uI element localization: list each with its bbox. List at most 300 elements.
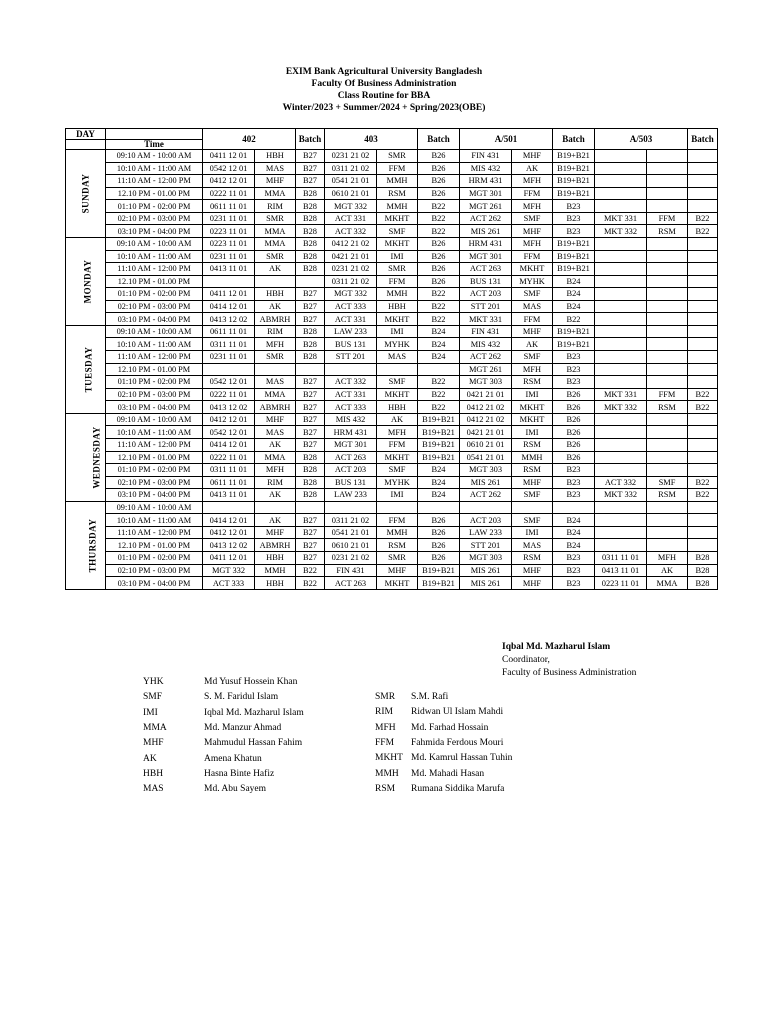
- routine-cell: HRM 431: [460, 237, 512, 250]
- routine-cell: MFH: [255, 464, 296, 477]
- routine-cell: BUS 131: [325, 476, 377, 489]
- routine-cell: MIS 261: [460, 577, 512, 590]
- routine-cell: MGT 332: [203, 564, 255, 577]
- routine-cell: [460, 501, 512, 514]
- routine-cell: 0542 12 01: [203, 426, 255, 439]
- time-slot: 10:10 AM - 11:00 AM: [106, 338, 203, 351]
- routine-cell: RSM: [647, 225, 688, 238]
- routine-cell: ACT 331: [325, 212, 377, 225]
- routine-cell: B24: [553, 539, 595, 552]
- table-row: [66, 237, 718, 250]
- routine-cell: MAS: [377, 351, 418, 364]
- table-row: [66, 313, 718, 326]
- table-row: [66, 363, 718, 376]
- routine-cell: B24: [553, 300, 595, 313]
- routine-cell: FFM: [377, 275, 418, 288]
- routine-cell: RIM: [255, 476, 296, 489]
- day-name: SUNDAY: [80, 173, 91, 214]
- routine-cell: [688, 501, 718, 514]
- routine-cell: MGT 301: [325, 438, 377, 451]
- routine-cell: B27: [296, 514, 325, 527]
- routine-cell: MFH: [647, 552, 688, 565]
- teacher-full-name: S.M. Rafi: [411, 692, 449, 702]
- faculty-name: Faculty Of Business Administration: [311, 79, 457, 89]
- routine-cell: [595, 526, 647, 539]
- routine-cell: MHF: [512, 325, 553, 338]
- routine-cell: B26: [553, 451, 595, 464]
- routine-cell: 0413 12 02: [203, 539, 255, 552]
- routine-cell: AK: [512, 338, 553, 351]
- routine-cell: B22: [418, 200, 460, 213]
- routine-cell: B22: [418, 288, 460, 301]
- routine-cell: 0311 21 02: [325, 162, 377, 175]
- table-row: [66, 514, 718, 527]
- routine-cell: MHF: [255, 526, 296, 539]
- batch-header: Batch: [296, 129, 325, 150]
- routine-cell: [688, 300, 718, 313]
- routine-cell: [688, 338, 718, 351]
- table-row: [66, 225, 718, 238]
- routine-cell: 0414 12 01: [203, 438, 255, 451]
- routine-cell: MKT 331: [595, 212, 647, 225]
- time-slot: 12.10 PM - 01.00 PM: [106, 451, 203, 464]
- routine-cell: B19+B21: [553, 150, 595, 163]
- routine-cell: MKHT: [512, 263, 553, 276]
- time-slot: 12.10 PM - 01.00 PM: [106, 275, 203, 288]
- routine-cell: MKT 332: [595, 225, 647, 238]
- routine-cell: B27: [296, 526, 325, 539]
- routine-cell: B28: [296, 338, 325, 351]
- table-row: [66, 200, 718, 213]
- routine-cell: B19+B21: [418, 577, 460, 590]
- routine-cell: B24: [553, 288, 595, 301]
- teacher-abbreviation: RSM: [375, 783, 396, 794]
- routine-cell: MGT 332: [325, 200, 377, 213]
- routine-cell: [296, 501, 325, 514]
- routine-cell: MFH: [255, 338, 296, 351]
- routine-cell: [595, 451, 647, 464]
- routine-cell: [377, 501, 418, 514]
- routine-cell: [647, 351, 688, 364]
- routine-cell: [296, 275, 325, 288]
- batch-header: Batch: [688, 129, 718, 150]
- routine-cell: MFH: [512, 237, 553, 250]
- routine-cell: MGT 303: [460, 376, 512, 389]
- routine-cell: B22: [688, 388, 718, 401]
- routine-cell: MMA: [647, 577, 688, 590]
- routine-cell: B26: [418, 275, 460, 288]
- routine-cell: [688, 426, 718, 439]
- routine-cell: RSM: [512, 376, 553, 389]
- time-slot: 12.10 PM - 01.00 PM: [106, 539, 203, 552]
- routine-cell: FFM: [647, 388, 688, 401]
- routine-cell: [203, 501, 255, 514]
- teacher-abbreviation: FFM: [375, 737, 395, 748]
- routine-cell: B26: [418, 526, 460, 539]
- table-row: [66, 150, 718, 163]
- class-routine-table: [65, 128, 718, 590]
- routine-cell: 0412 12 01: [203, 175, 255, 188]
- routine-cell: LAW 233: [325, 325, 377, 338]
- time-slot: 03:10 PM - 04:00 PM: [106, 313, 203, 326]
- routine-cell: [325, 501, 377, 514]
- routine-cell: B27: [296, 162, 325, 175]
- routine-cell: [595, 175, 647, 188]
- routine-cell: [647, 514, 688, 527]
- time-slot: 10:10 AM - 11:00 AM: [106, 426, 203, 439]
- time-slot: 12.10 PM - 01.00 PM: [106, 363, 203, 376]
- teacher-abbreviation: MHF: [143, 738, 164, 749]
- routine-cell: [688, 351, 718, 364]
- routine-cell: MKHT: [377, 212, 418, 225]
- routine-cell: IMI: [512, 388, 553, 401]
- teacher-abbreviation: AK: [143, 753, 157, 764]
- routine-cell: 0412 12 01: [203, 413, 255, 426]
- routine-cell: 0311 11 01: [203, 464, 255, 477]
- routine-cell: [595, 313, 647, 326]
- routine-cell: SMR: [255, 351, 296, 364]
- routine-cell: MFH: [512, 175, 553, 188]
- routine-cell: B28: [688, 577, 718, 590]
- routine-cell: B28: [296, 464, 325, 477]
- routine-cell: [688, 288, 718, 301]
- routine-cell: 0223 11 01: [595, 577, 647, 590]
- routine-cell: MHF: [255, 413, 296, 426]
- routine-cell: SMF: [512, 514, 553, 527]
- routine-cell: IMI: [377, 325, 418, 338]
- routine-cell: SMR: [255, 250, 296, 263]
- day-label: [66, 325, 106, 413]
- routine-cell: MIS 432: [460, 162, 512, 175]
- time-slot: 02:10 PM - 03:00 PM: [106, 564, 203, 577]
- routine-cell: [595, 501, 647, 514]
- routine-cell: ACT 203: [460, 288, 512, 301]
- table-row: [66, 577, 718, 590]
- room-header-402: 402: [203, 129, 296, 150]
- routine-cell: [647, 413, 688, 426]
- routine-cell: MKT 332: [595, 489, 647, 502]
- routine-cell: [688, 325, 718, 338]
- time-slot: 01:10 PM - 02:00 PM: [106, 288, 203, 301]
- routine-cell: [595, 187, 647, 200]
- table-row: [66, 351, 718, 364]
- routine-cell: B24: [418, 476, 460, 489]
- routine-cell: B26: [418, 187, 460, 200]
- routine-cell: 0311 11 01: [595, 552, 647, 565]
- routine-cell: B19+B21: [553, 325, 595, 338]
- routine-cell: B28: [296, 212, 325, 225]
- routine-cell: [647, 539, 688, 552]
- routine-cell: FFM: [512, 313, 553, 326]
- table-row: [66, 250, 718, 263]
- routine-cell: [595, 514, 647, 527]
- routine-cell: 0412 21 02: [460, 401, 512, 414]
- routine-cell: 0412 21 02: [460, 413, 512, 426]
- table-row: [66, 526, 718, 539]
- routine-cell: B24: [553, 526, 595, 539]
- day-name: WEDNESDAY: [91, 426, 102, 489]
- routine-cell: FFM: [512, 250, 553, 263]
- routine-cell: MAS: [255, 426, 296, 439]
- routine-cell: 0223 11 01: [203, 225, 255, 238]
- routine-cell: IMI: [377, 489, 418, 502]
- routine-cell: [325, 363, 377, 376]
- routine-cell: B19+B21: [553, 187, 595, 200]
- routine-cell: MGT 332: [325, 288, 377, 301]
- routine-cell: B19+B21: [418, 426, 460, 439]
- time-slot: 01:10 PM - 02:00 PM: [106, 200, 203, 213]
- routine-cell: B24: [418, 351, 460, 364]
- routine-cell: RSM: [647, 401, 688, 414]
- routine-cell: FFM: [377, 438, 418, 451]
- routine-cell: B19+B21: [553, 263, 595, 276]
- routine-cell: B23: [553, 552, 595, 565]
- routine-cell: 0231 11 01: [203, 250, 255, 263]
- table-row: [66, 451, 718, 464]
- routine-cell: 0542 12 01: [203, 376, 255, 389]
- routine-cell: B19+B21: [418, 413, 460, 426]
- routine-cell: [647, 250, 688, 263]
- routine-cell: ACT 333: [203, 577, 255, 590]
- day-label: [66, 413, 106, 501]
- routine-cell: SMF: [512, 212, 553, 225]
- routine-cell: MGT 261: [460, 363, 512, 376]
- routine-cell: 0231 21 02: [325, 150, 377, 163]
- routine-cell: 0311 11 01: [203, 338, 255, 351]
- routine-cell: [647, 501, 688, 514]
- routine-cell: B22: [418, 300, 460, 313]
- day-label: [66, 237, 106, 325]
- routine-cell: B27: [296, 288, 325, 301]
- routine-cell: SMR: [377, 552, 418, 565]
- routine-cell: 0231 11 01: [203, 351, 255, 364]
- routine-cell: MKHT: [512, 413, 553, 426]
- routine-cell: MHF: [512, 577, 553, 590]
- routine-cell: [688, 464, 718, 477]
- routine-cell: RSM: [377, 187, 418, 200]
- routine-cell: [595, 162, 647, 175]
- teacher-abbreviation: RIM: [375, 707, 393, 718]
- teacher-abbreviation: SMR: [375, 692, 396, 702]
- teacher-abbreviation: HBH: [143, 768, 164, 779]
- routine-cell: AK: [255, 489, 296, 502]
- routine-cell: MIS 432: [325, 413, 377, 426]
- routine-cell: [647, 451, 688, 464]
- routine-cell: AK: [377, 413, 418, 426]
- routine-cell: B26: [418, 552, 460, 565]
- routine-cell: 0413 11 01: [203, 489, 255, 502]
- routine-cell: B23: [553, 489, 595, 502]
- routine-cell: B26: [418, 514, 460, 527]
- routine-cell: FIN 431: [460, 325, 512, 338]
- routine-cell: MHF: [512, 225, 553, 238]
- routine-cell: B26: [553, 413, 595, 426]
- time-slot: 02:10 PM - 03:00 PM: [106, 388, 203, 401]
- routine-cell: ACT 263: [325, 451, 377, 464]
- routine-cell: 0311 21 02: [325, 275, 377, 288]
- routine-cell: MFH: [512, 200, 553, 213]
- routine-cell: FFM: [647, 212, 688, 225]
- routine-cell: B28: [296, 476, 325, 489]
- routine-cell: RSM: [377, 539, 418, 552]
- routine-cell: [647, 237, 688, 250]
- routine-cell: [647, 338, 688, 351]
- routine-cell: MMH: [255, 564, 296, 577]
- routine-cell: MMH: [377, 288, 418, 301]
- routine-title: Class Routine for BBA: [337, 91, 431, 101]
- university-name: EXIM Bank Agricultural University Bangladesh: [285, 67, 483, 77]
- routine-cell: 0413 11 01: [203, 263, 255, 276]
- routine-cell: B27: [296, 438, 325, 451]
- routine-cell: B23: [553, 200, 595, 213]
- routine-cell: AK: [647, 564, 688, 577]
- time-header: Time: [106, 140, 203, 150]
- room-header-403: 403: [325, 129, 418, 150]
- routine-cell: [595, 288, 647, 301]
- routine-cell: FIN 431: [460, 150, 512, 163]
- routine-cell: 0541 21 01: [460, 451, 512, 464]
- routine-cell: MAS: [255, 162, 296, 175]
- routine-cell: 0611 11 01: [203, 200, 255, 213]
- routine-cell: B28: [296, 200, 325, 213]
- routine-cell: B26: [418, 150, 460, 163]
- routine-cell: 0413 11 01: [595, 564, 647, 577]
- routine-cell: [595, 275, 647, 288]
- routine-cell: 0311 21 02: [325, 514, 377, 527]
- routine-cell: B23: [553, 376, 595, 389]
- table-row: [66, 376, 718, 389]
- routine-cell: B28: [296, 451, 325, 464]
- routine-cell: RSM: [512, 438, 553, 451]
- routine-cell: B28: [296, 325, 325, 338]
- teacher-full-name: Fahmida Ferdous Mouri: [411, 737, 504, 748]
- table-row: [66, 338, 718, 351]
- routine-cell: MHF: [512, 564, 553, 577]
- routine-cell: SMF: [512, 351, 553, 364]
- routine-cell: MKHT: [377, 577, 418, 590]
- routine-cell: B23: [553, 564, 595, 577]
- routine-cell: ACT 263: [460, 263, 512, 276]
- routine-cell: AK: [255, 300, 296, 313]
- routine-cell: B22: [296, 564, 325, 577]
- routine-cell: MHF: [255, 175, 296, 188]
- routine-cell: [688, 150, 718, 163]
- routine-cell: B27: [296, 413, 325, 426]
- routine-cell: RSM: [512, 552, 553, 565]
- routine-cell: MMA: [255, 225, 296, 238]
- routine-cell: HBH: [255, 288, 296, 301]
- day-header: DAY: [66, 129, 106, 140]
- routine-cell: B26: [418, 162, 460, 175]
- routine-cell: B26: [553, 426, 595, 439]
- table-row: [66, 564, 718, 577]
- routine-cell: ACT 331: [325, 388, 377, 401]
- table-row: [66, 552, 718, 565]
- table-row: [66, 325, 718, 338]
- routine-cell: [255, 275, 296, 288]
- routine-cell: [595, 200, 647, 213]
- routine-cell: [647, 438, 688, 451]
- coordinator-title: Coordinator,: [502, 655, 550, 665]
- routine-cell: SMF: [377, 225, 418, 238]
- routine-cell: B27: [296, 401, 325, 414]
- time-slot: 09:10 AM - 10:00 AM: [106, 237, 203, 250]
- routine-cell: [647, 275, 688, 288]
- document-header: [0, 66, 768, 114]
- routine-cell: B28: [296, 263, 325, 276]
- routine-cell: AK: [255, 438, 296, 451]
- teacher-full-name: Md. Abu Sayem: [204, 784, 267, 795]
- routine-cell: [595, 300, 647, 313]
- table-row: [66, 275, 718, 288]
- routine-cell: RSM: [512, 464, 553, 477]
- routine-cell: MIS 261: [460, 476, 512, 489]
- routine-cell: 0413 12 02: [203, 401, 255, 414]
- routine-cell: [688, 514, 718, 527]
- routine-cell: 0542 12 01: [203, 162, 255, 175]
- table-row: [66, 438, 718, 451]
- time-slot: 03:10 PM - 04:00 PM: [106, 225, 203, 238]
- routine-cell: [595, 539, 647, 552]
- time-slot: 09:10 AM - 10:00 AM: [106, 413, 203, 426]
- routine-cell: ACT 331: [325, 313, 377, 326]
- routine-cell: MKHT: [512, 401, 553, 414]
- routine-cell: [595, 250, 647, 263]
- time-slot: 11:10 AM - 12:00 PM: [106, 175, 203, 188]
- time-slot: 09:10 AM - 10:00 AM: [106, 501, 203, 514]
- routine-cell: [647, 464, 688, 477]
- routine-cell: [647, 363, 688, 376]
- teacher-abbreviation: IMI: [143, 707, 158, 718]
- table-row: [66, 288, 718, 301]
- routine-cell: HRM 431: [460, 175, 512, 188]
- routine-cell: MMH: [377, 526, 418, 539]
- routine-cell: MKHT: [377, 313, 418, 326]
- routine-cell: MGT 303: [460, 552, 512, 565]
- routine-cell: MKT 331: [460, 313, 512, 326]
- routine-cell: 0231 21 02: [325, 263, 377, 276]
- routine-cell: MMH: [377, 175, 418, 188]
- routine-cell: MKHT: [377, 388, 418, 401]
- time-slot: 02:10 PM - 03:00 PM: [106, 212, 203, 225]
- batch-header: Batch: [418, 129, 460, 150]
- routine-cell: B19+B21: [418, 451, 460, 464]
- routine-cell: 0541 21 01: [325, 526, 377, 539]
- routine-cell: AK: [255, 263, 296, 276]
- routine-cell: MMA: [255, 451, 296, 464]
- table-row: [66, 300, 718, 313]
- routine-cell: [595, 363, 647, 376]
- routine-cell: [595, 426, 647, 439]
- routine-cell: MHF: [377, 564, 418, 577]
- routine-cell: 0610 21 01: [325, 187, 377, 200]
- routine-cell: [647, 426, 688, 439]
- routine-cell: B27: [296, 539, 325, 552]
- routine-cell: [688, 438, 718, 451]
- routine-cell: B28: [688, 564, 718, 577]
- routine-cell: B23: [553, 476, 595, 489]
- routine-cell: [595, 376, 647, 389]
- table-row: [66, 388, 718, 401]
- routine-cell: [688, 451, 718, 464]
- routine-cell: 0414 12 01: [203, 300, 255, 313]
- routine-cell: HBH: [255, 577, 296, 590]
- table-row: [66, 464, 718, 477]
- routine-cell: [688, 275, 718, 288]
- day-name: THURSDAY: [87, 518, 98, 573]
- routine-cell: STT 201: [460, 300, 512, 313]
- routine-cell: ACT 332: [325, 376, 377, 389]
